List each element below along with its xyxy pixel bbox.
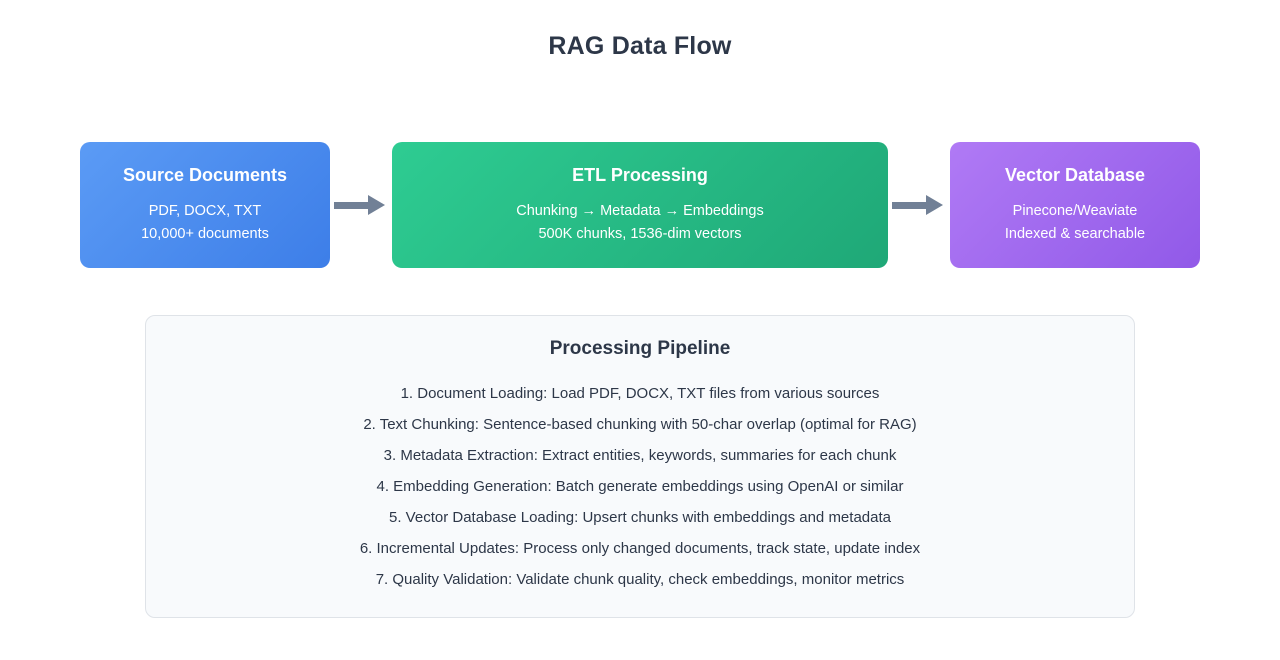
flow-box-title: Source Documents <box>122 164 288 185</box>
processing-pipeline-panel <box>145 315 1135 618</box>
flow-box-subtitle-2: Indexed & searchable <box>1004 225 1146 242</box>
arrow-head <box>368 195 385 215</box>
flow-box-subtitle-1: Pinecone/Weaviate <box>1012 203 1138 220</box>
flow-box-vector-database <box>950 142 1200 268</box>
flow-box-subtitle-1: Chunking → Metadata → Embeddings <box>516 203 764 220</box>
list-item: 2. Text Chunking: Sentence-based chunking with 50-char overlap (optimal for RAG) <box>363 416 917 433</box>
list-item: 7. Quality Validation: Validate chunk quality, check embeddings, monitor metrics <box>375 571 905 588</box>
arrow-shaft <box>334 202 370 209</box>
flow-box-subtitle-2: 500K chunks, 1536-dim vectors <box>538 225 742 242</box>
arrow-shaft <box>892 202 928 209</box>
arrow-right-icon <box>888 192 950 218</box>
arrow-right-icon <box>330 192 392 218</box>
flow-box-subtitle-2: 10,000+ documents <box>141 225 269 242</box>
list-item: 4. Embedding Generation: Batch generate embeddings using OpenAI or similar <box>376 478 904 495</box>
list-item: 5. Vector Database Loading: Upsert chunks with embeddings and metadata <box>389 509 891 526</box>
flow-box-subtitle-1: PDF, DOCX, TXT <box>148 203 262 220</box>
list-item: 1. Document Loading: Load PDF, DOCX, TXT files from various sources <box>400 385 880 402</box>
flow-row <box>80 142 1200 268</box>
flow-box-source-documents <box>80 142 330 268</box>
arrow-head <box>926 195 943 215</box>
flow-box-title: ETL Processing <box>572 164 708 185</box>
flow-box-etl-processing <box>392 142 888 268</box>
flow-box-title: Vector Database <box>1004 164 1146 185</box>
list-item: 3. Metadata Extraction: Extract entities, keywords, summaries for each chunk <box>383 447 897 464</box>
pipeline-step-list <box>166 378 1114 595</box>
page-title: RAG Data Flow <box>548 32 732 60</box>
pipeline-title: Processing Pipeline <box>549 338 731 359</box>
list-item: 6. Incremental Updates: Process only changed documents, track state, update index <box>359 540 921 557</box>
